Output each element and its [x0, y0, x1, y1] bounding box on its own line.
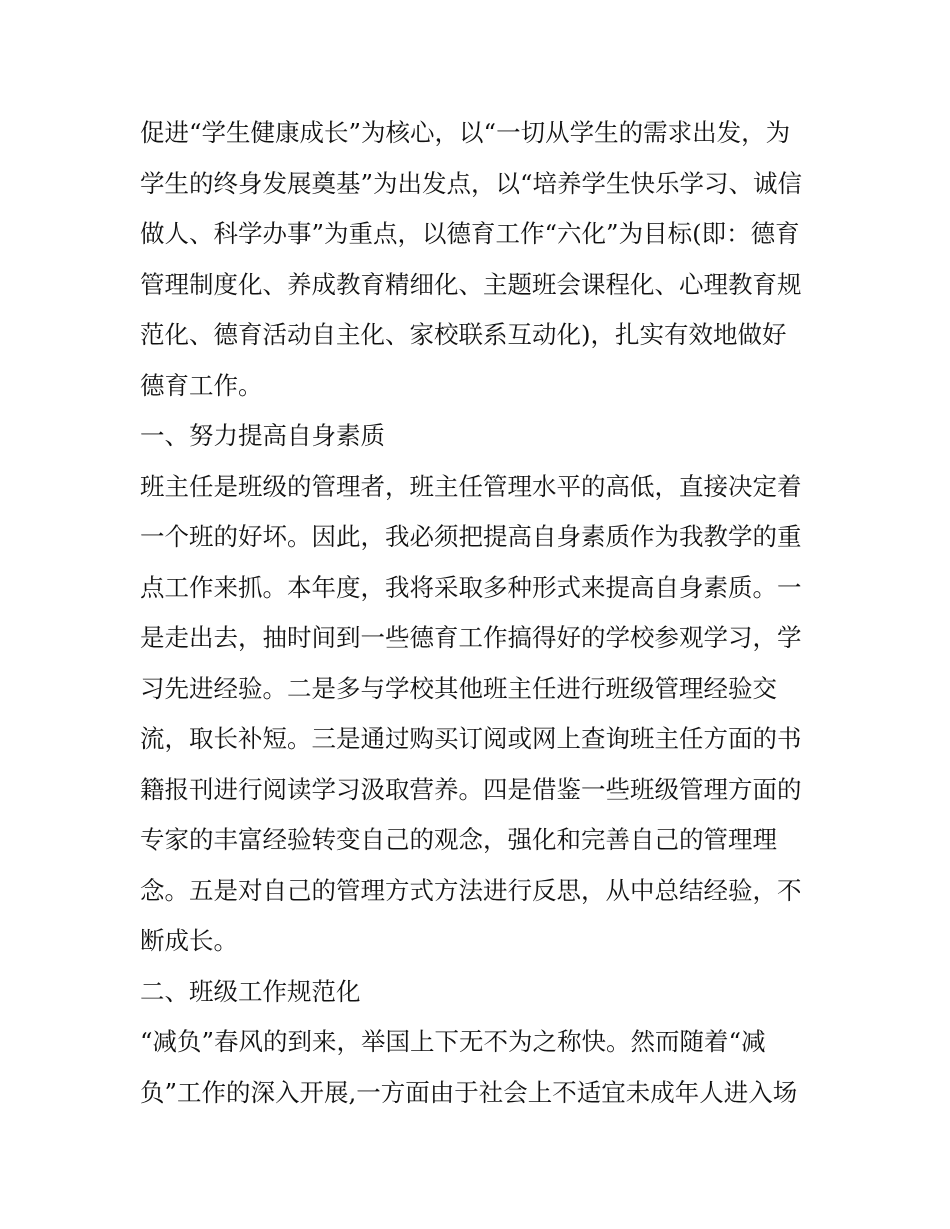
text-line: 习先进经验。二是多与学校其他班主任进行班级管理经验交 — [140, 673, 777, 703]
text-line: 是走出去，抽时间到一些德育工作搞得好的学校参观学习，学 — [140, 623, 802, 652]
text-line: 籍报刊进行阅读学习汲取营养。四是借鉴一些班级管理方面的 — [140, 774, 802, 804]
text-line: 范化、德育活动自主化、家校联系互动化)，扎实有效地做好 — [140, 320, 787, 349]
text-line: 念。五是对自己的管理方式方法进行反思，从中总结经验，不 — [140, 875, 802, 905]
text-line: 负”工作的深入开展,一方面由于社会上不适宜未成年人进入场 — [140, 1077, 798, 1107]
text-line: 断成长。 — [140, 926, 238, 955]
text-line: 流，取长补短。三是通过购买订阅或网上查询班主任方面的书 — [140, 724, 802, 753]
text-line: 一个班的好坏。因此，我必须把提高自身素质作为我教学的重 — [140, 522, 802, 551]
text-line: 促进“学生健康成长”为核心，以“一切从学生的需求出发，为 — [140, 118, 791, 147]
section-heading: 二、班级工作规范化 — [140, 976, 361, 1006]
text-line: 专家的丰富经验转变自己的观念，强化和完善自己的管理理 — [140, 825, 777, 854]
section-heading: 一、努力提高自身素质 — [140, 421, 385, 450]
document-body — [140, 108, 820, 1118]
text-line: 学生的终身发展奠基”为出发点，以“培养学生快乐学习、诚信 — [140, 168, 803, 198]
text-line: 德育工作。 — [140, 370, 263, 400]
text-line: “减负”春风的到来，举国上下无不为之称快。然而随着“减 — [140, 1027, 766, 1056]
text-line: 点工作来抓。本年度，我将采取多种形式来提高自身素质。一 — [140, 572, 802, 602]
text-line: 做人、科学办事”为重点，以德育工作“六化”为目标(即：德育 — [140, 219, 800, 248]
text-line: 管理制度化、养成教育精细化、主题班会课程化、心理教育规 — [140, 269, 802, 299]
text-line: 班主任是班级的管理者，班主任管理水平的高低，直接决定着 — [140, 471, 802, 501]
